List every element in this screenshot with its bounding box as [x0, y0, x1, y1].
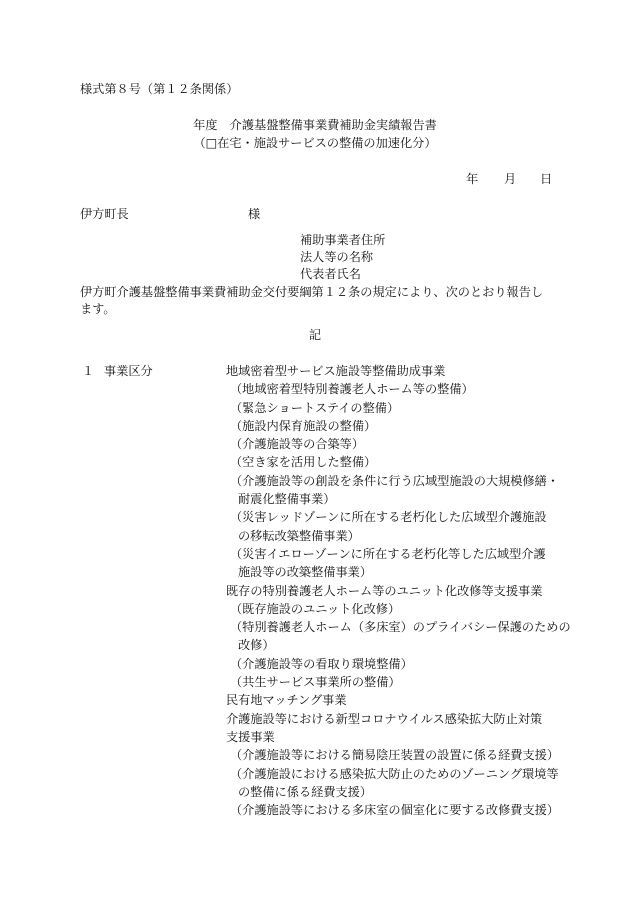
subcategory-item-continuation: の移転改築整備事業） [238, 528, 360, 543]
subcategory-item: （緊急ショートステイの整備） [230, 400, 400, 415]
business-category-list [226, 362, 571, 819]
addressee-honorific: 様 [248, 207, 261, 221]
subcategory-item: （介護施設等の創設を条件に行う広域型施設の大規模修繕・ [230, 473, 560, 488]
form-number: 様式第８号（第１２条関係） [80, 82, 239, 96]
subcategory-item: （介護施設等における簡易陰圧装置の設置に係る経費支援） [230, 748, 560, 763]
date-year: 年 [466, 172, 479, 186]
date-day: 日 [540, 172, 553, 186]
category-item: 介護施設等における新型コロナウイルス感染拡大防止対策 [226, 711, 543, 726]
category-item: 支援事業 [226, 729, 275, 744]
category-item: 地域密着型サービス施設等整備助成事業 [226, 364, 446, 378]
subcategory-item: （介護施設等における多床室の個室化に要する改修費支援） [230, 803, 560, 818]
subcategory-item: （介護施設等の合築等） [230, 437, 365, 452]
section-label: 事業区分 [104, 364, 153, 378]
applicant-address-label: 補助事業者住所 [300, 233, 386, 247]
subcategory-item: （介護施設における感染拡大防止のためのゾーニング環境等 [230, 766, 559, 781]
subcategory-item-continuation: の整備に係る経費支援） [238, 784, 373, 799]
subcategory-item-continuation: 施設等の改築整備事業） [238, 565, 373, 580]
subcategory-item: （地域密着型特別養護老人ホーム等の整備） [230, 382, 474, 397]
subcategory-item-continuation: 改修） [238, 638, 275, 653]
document-title: 年度 介護基盤整備事業費補助金実績報告書 [193, 118, 437, 132]
subcategory-item: （既存施設のユニット化改修） [230, 601, 401, 616]
category-item: 既存の特別養護老人ホーム等のユニット化改修等支援事業 [226, 583, 543, 598]
subcategory-item: （空き家を活用した整備） [230, 455, 377, 470]
category-item: 民有地マッチング事業 [226, 693, 347, 708]
subcategory-item: （施設内保育施設の整備） [230, 418, 377, 433]
subcategory-item: （共生サービス事業所の整備） [230, 675, 401, 690]
subcategory-item: （介護施設等の看取り環境整備） [230, 656, 413, 671]
section-number: １ [82, 364, 95, 378]
body-text: 伊方町介護基盤整備事業費補助金交付要綱第１２条の規定により、次のとおり報告します。 [80, 285, 544, 316]
applicant-block [300, 232, 385, 283]
subcategory-item: （災害イエローゾーンに所在する老朽化等した広域型介護 [230, 546, 546, 561]
document-subtitle: （□在宅・施設サービスの整備の加速化分） [193, 136, 437, 150]
subcategory-item: （特別養護老人ホーム（多床室）のプライバシー保護のための [230, 620, 571, 635]
ki-heading: 記 [308, 328, 322, 342]
applicant-rep-label: 代表者氏名 [300, 267, 361, 281]
addressee-name: 伊方町長 [80, 207, 129, 221]
subcategory-item-continuation: 耐震化整備事業） [238, 492, 336, 507]
applicant-org-label: 法人等の名称 [300, 250, 374, 264]
date-month: 月 [504, 172, 517, 186]
subcategory-item: （災害レッドゾーンに所在する老朽化した広域型介護施設 [230, 510, 547, 525]
